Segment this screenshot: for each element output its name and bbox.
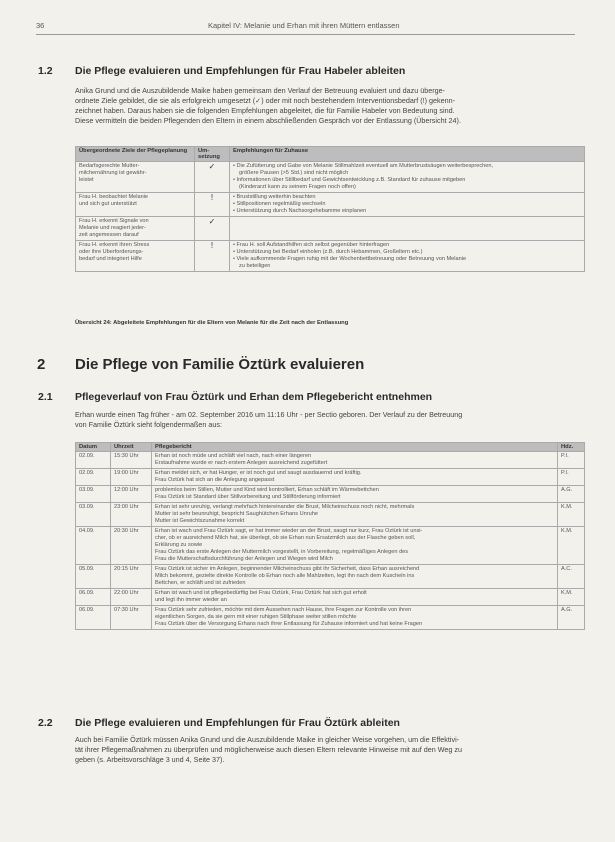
table-row [76,162,585,193]
paragraph-1-2 [75,86,581,126]
report-cell [152,469,558,486]
cell-line: milchernährung ist gewähr- [79,170,147,176]
table-row [76,217,585,241]
status-cell: ✓ [195,162,230,193]
time-cell: 07:30 Uhr [111,606,152,630]
date-cell: 03.09. [76,503,111,527]
hdz-cell: P.I. [558,469,585,486]
table-header: Pflegebericht [152,443,558,452]
section-number: 1.2 [38,65,53,77]
hdz-cell: P.I. [558,452,585,469]
cell-line: Bettchen, er schläft und ist zufrieden [155,580,246,586]
date-cell: 04.09. [76,527,111,565]
section-title: Pflegeverlauf von Frau Öztürk und Erhan dem Pflegebericht entnehmen [75,391,433,403]
hdz-cell: A.C. [558,565,585,589]
table-caption: Übersicht 24: Abgeleitete Empfehlungen für die Eltern von Melanie für die Zeit nach der Entlassung [75,320,349,326]
goal-cell [76,241,195,272]
section-title: Die Pflege von Familie Öztürk evaluieren [75,356,365,373]
cell-line: Frau Öztürk hat sich an die Anlegung angepasst [155,477,275,483]
report-cell [152,452,558,469]
cell-line: Bedarfsgerechte Mutter- [79,163,140,169]
time-cell: 19:00 Uhr [111,469,152,486]
cell-line: Frau Öztürk das erste Anlegen der Muttermilch vorgestellt, in Vorbereitung, regelmäßiges Anlegen des [155,549,409,555]
paragraph-line: Erhan wurde einen Tag früher - am 02. September 2016 um 11:16 Uhr - per Sectio geboren. Der Verlauf zu der Betreuung [75,410,463,419]
cell-line: zu beteiligen [239,263,271,269]
page-number: 36 [36,21,45,30]
recommendation-cell [230,193,585,217]
section-number: 2.1 [38,391,53,403]
paragraph-line: Anika Grund und die Auszubildende Maike haben gemeinsam den Verlauf der Betreuung evaluiert und dazu überge- [75,86,446,95]
recommendation-cell [230,241,585,272]
table-header: Übergeordnete Ziele der Pflegeplanung [76,147,195,162]
table-row [76,452,585,469]
table-row [76,193,585,217]
chapter-heading-2 [37,356,365,373]
table-header: Hdz. [558,443,585,452]
hdz-cell: K.M. [558,589,585,606]
table-row [76,589,585,606]
time-cell: 12:00 Uhr [111,486,152,503]
cell-line: Erhan ist sehr unruhig, verlangt mehrfach hintereinander die Brust, Milcheinschuss noch nicht, mehrmals [155,504,415,510]
cell-line: Frau Öztürk ist sicher im Anlegen, beginnender Milcheinschuss gibt ihr Sicherheit, dass Erhan ausreichend [155,566,420,572]
section-title: Die Pflege evaluieren und Empfehlungen für Frau Habeler ableiten [75,65,406,77]
time-cell: 23:00 Uhr [111,503,152,527]
cell-line: Melanie und reagiert jeder- [79,225,146,231]
cell-line: Frau Öztürk ist Standard über Stillvorbereitung und Stillförderung informiert [155,494,341,500]
cell-line: Frau H. beobachtet Melanie [79,194,149,200]
cell-line: Erhan ist wach und ist pflegebedürftig bei Frau Öztürk, Frau Öztürk hat sich gut erholt [155,590,367,596]
cell-line: • Viele aufkommende Fragen ruhig mit der Wochenbettbetreuung oder Betreuung von Melanie [233,256,581,263]
table-row [76,565,585,589]
cell-line: Frau Öztürk über die Versorgung Erhans nach ihrer Entlassung für Zuhause informiert und hat keine Fragen [155,621,423,627]
goal-cell [76,217,195,241]
time-cell: 20:15 Uhr [111,565,152,589]
date-cell: 02.09. [76,452,111,469]
cell-line: bedarf und integriert Hilfe [79,256,142,262]
section-title: Die Pflege evaluieren und Empfehlungen für Frau Öztürk ableiten [75,717,400,729]
recommendation-cell [230,162,585,193]
report-cell [152,606,558,630]
table-row [76,503,585,527]
table-header: Um-setzung [195,147,230,162]
cell-line: • Bruststillung weiterhin beachten [233,194,581,201]
section-number: 2.2 [38,717,53,729]
table-header: Uhrzeit [111,443,152,452]
status-cell: ! [195,241,230,272]
date-cell: 06.09. [76,589,111,606]
paragraph-2-1 [75,410,581,430]
table-header: Datum [76,443,111,452]
status-cell: ! [195,193,230,217]
cell-line: und legt ihn immer wieder an [155,597,227,603]
report-cell [152,565,558,589]
care-report-table [75,442,585,630]
page-header [36,21,575,33]
cell-line: • Die Zufütterung und Gabe von Melanie Stillmahlzeit eventuell am Mutterbrustsäugen weiterbesprechen, [233,163,581,170]
cell-line: Erstaufnahme wurde er nach erstem Anlegen ausreichend zugefüttert [155,460,328,466]
paragraph-line: tät ihrer Pflegemaßnahmen zu überprüfen und möglicherweise auch diesen Eltern relevante Hinweise mit auf den Weg zu [75,745,463,754]
date-cell: 02.09. [76,469,111,486]
cell-line: Erhan ist noch müde und schläft viel nach, nach einer längeren [155,453,312,459]
cell-line: Frau H. erkennt Signale von [79,218,149,224]
cell-line: • Unterstützung bei Bedarf einholen (z.B. durch Hebammen, Großeltern etc.) [233,249,581,256]
cell-line: Mutter ist Gewichtszunahme korrekt [155,518,245,524]
report-cell [152,486,558,503]
cell-line: oder ihre Überforderungs- [79,249,144,255]
cell-line: Frau Öztürk sehr zufrieden, möchte mit dem Aussehen nach Hause, ihre Fragen zur Kontrolle von ihren [155,607,412,613]
hdz-cell: A.G. [558,606,585,630]
cell-line: größere Pausen (>5 Std.) sind nicht möglich [239,170,349,176]
table-row [76,469,585,486]
header-rule [36,34,575,35]
cell-line: Milch bekommt, gezielte direkte Kontrolle ob Erhan noch alle Mahlzeiten, legt ihn nach dem Kuscheln ins [155,573,415,579]
cell-line: cher, ob er ausreichend Milch hat, sie überlegt, ob sie Erhan nun Ersatzmilch aus der Flasche geben soll, [155,535,416,541]
cell-line: zeit angemessen darauf [79,232,139,238]
cell-line: • Informationen über Stillbedarf und Gewichtsentwicklung z.B. Standard für zuhause mitgeben [233,177,581,184]
paragraph-line: Diese vermitteln die beiden Pflegenden den Eltern in einem abschließenden Gespräch vor der Entlassung (Übersicht 24). [75,116,461,125]
cell-line: eigentlichen Sorgen, da sie gern mit einer ruhigen Stillphase weiter stillen möchte [155,614,357,620]
section-heading-1-2 [38,65,406,77]
cell-line: • Frau H. soll Aufstandhilfen sich selbst gegenüber hinterfragen [233,242,581,249]
table-row [76,486,585,503]
cell-line: problemlos beim Stillen, Mutter und Kind wird kontrolliert, Erhan schläft im Wärmebettchen [155,487,379,493]
table-row [76,241,585,272]
cell-line: • Stillpositionen regelmäßig wechseln [233,201,581,208]
paragraph-line: zeichnet haben. Daraus haben sie die folgenden Empfehlungen abgeleitet, die für Familie Habeler von Bedeutung sind. [75,106,455,115]
cell-line: leistet [79,177,94,183]
hdz-cell: K.M. [558,503,585,527]
goal-cell [76,162,195,193]
cell-line: Erhan meldet sich, er hat Hunger, er ist noch gut und saugt ausdauernd und kräftig. [155,470,362,476]
date-cell: 03.09. [76,486,111,503]
report-cell [152,527,558,565]
time-cell: 20:30 Uhr [111,527,152,565]
date-cell: 06.09. [76,606,111,630]
time-cell: 22:00 Uhr [111,589,152,606]
date-cell: 05.09. [76,565,111,589]
cell-line: • Unterstützung durch Nachsorgehebamme einplanen [233,208,581,215]
hdz-cell: A.G. [558,486,585,503]
report-cell [152,589,558,606]
status-cell: ✓ [195,217,230,241]
cell-line: Erhan ist wach und Frau Öztürk sagt, er hat immer wieder an der Brust, saugt nur kurz, Frau Öztürk ist unsi- [155,528,423,534]
paragraph-line: von Familie Öztürk sieht folgendermaßen aus: [75,420,223,429]
paragraph-line: ordnete Ziele gebildet, die sie als erfolgreich umgesetzt (✓) oder mit noch bestehendem Interventionsbedarf (!) gekenn- [75,96,455,105]
cell-line: Frau H. erkennt ihren Stress [79,242,150,248]
section-heading-2-1 [38,391,433,403]
cell-line: Erklärung zu sowie [155,542,203,548]
recommendation-cell [230,217,585,241]
hdz-cell: K.M. [558,527,585,565]
cell-line: (Kinderarzt kann zu seinem Fragen noch offen) [239,184,356,190]
paragraph-line: geben (s. Arbeitsvorschläge 3 und 4, Seite 37). [75,755,225,764]
goal-cell [76,193,195,217]
cell-line: und sich gut unterstützt [79,201,137,207]
report-cell [152,503,558,527]
chapter-title: Kapitel IV: Melanie und Erhan mit ihren Müttern entlassen [208,21,400,30]
section-number: 2 [37,356,46,373]
recommendations-table [75,146,585,272]
cell-line: Mutter ist sehr beunruhigt, bespricht Saughütchen Erhans Unruhe [155,511,318,517]
table-row [76,606,585,630]
table-row [76,527,585,565]
paragraph-2-2 [75,735,581,765]
time-cell: 15:30 Uhr [111,452,152,469]
table-header: Empfehlungen für Zuhause [230,147,585,162]
section-heading-2-2 [38,717,400,729]
paragraph-line: Auch bei Familie Öztürk müssen Anika Grund und die Auszubildende Maike in gleicher Weise vorgehen, um die Effektivi- [75,735,460,744]
cell-line: Frau die Mutterschaftsdurchführung der Anlegen und Wiegen wird Milch [155,556,333,562]
